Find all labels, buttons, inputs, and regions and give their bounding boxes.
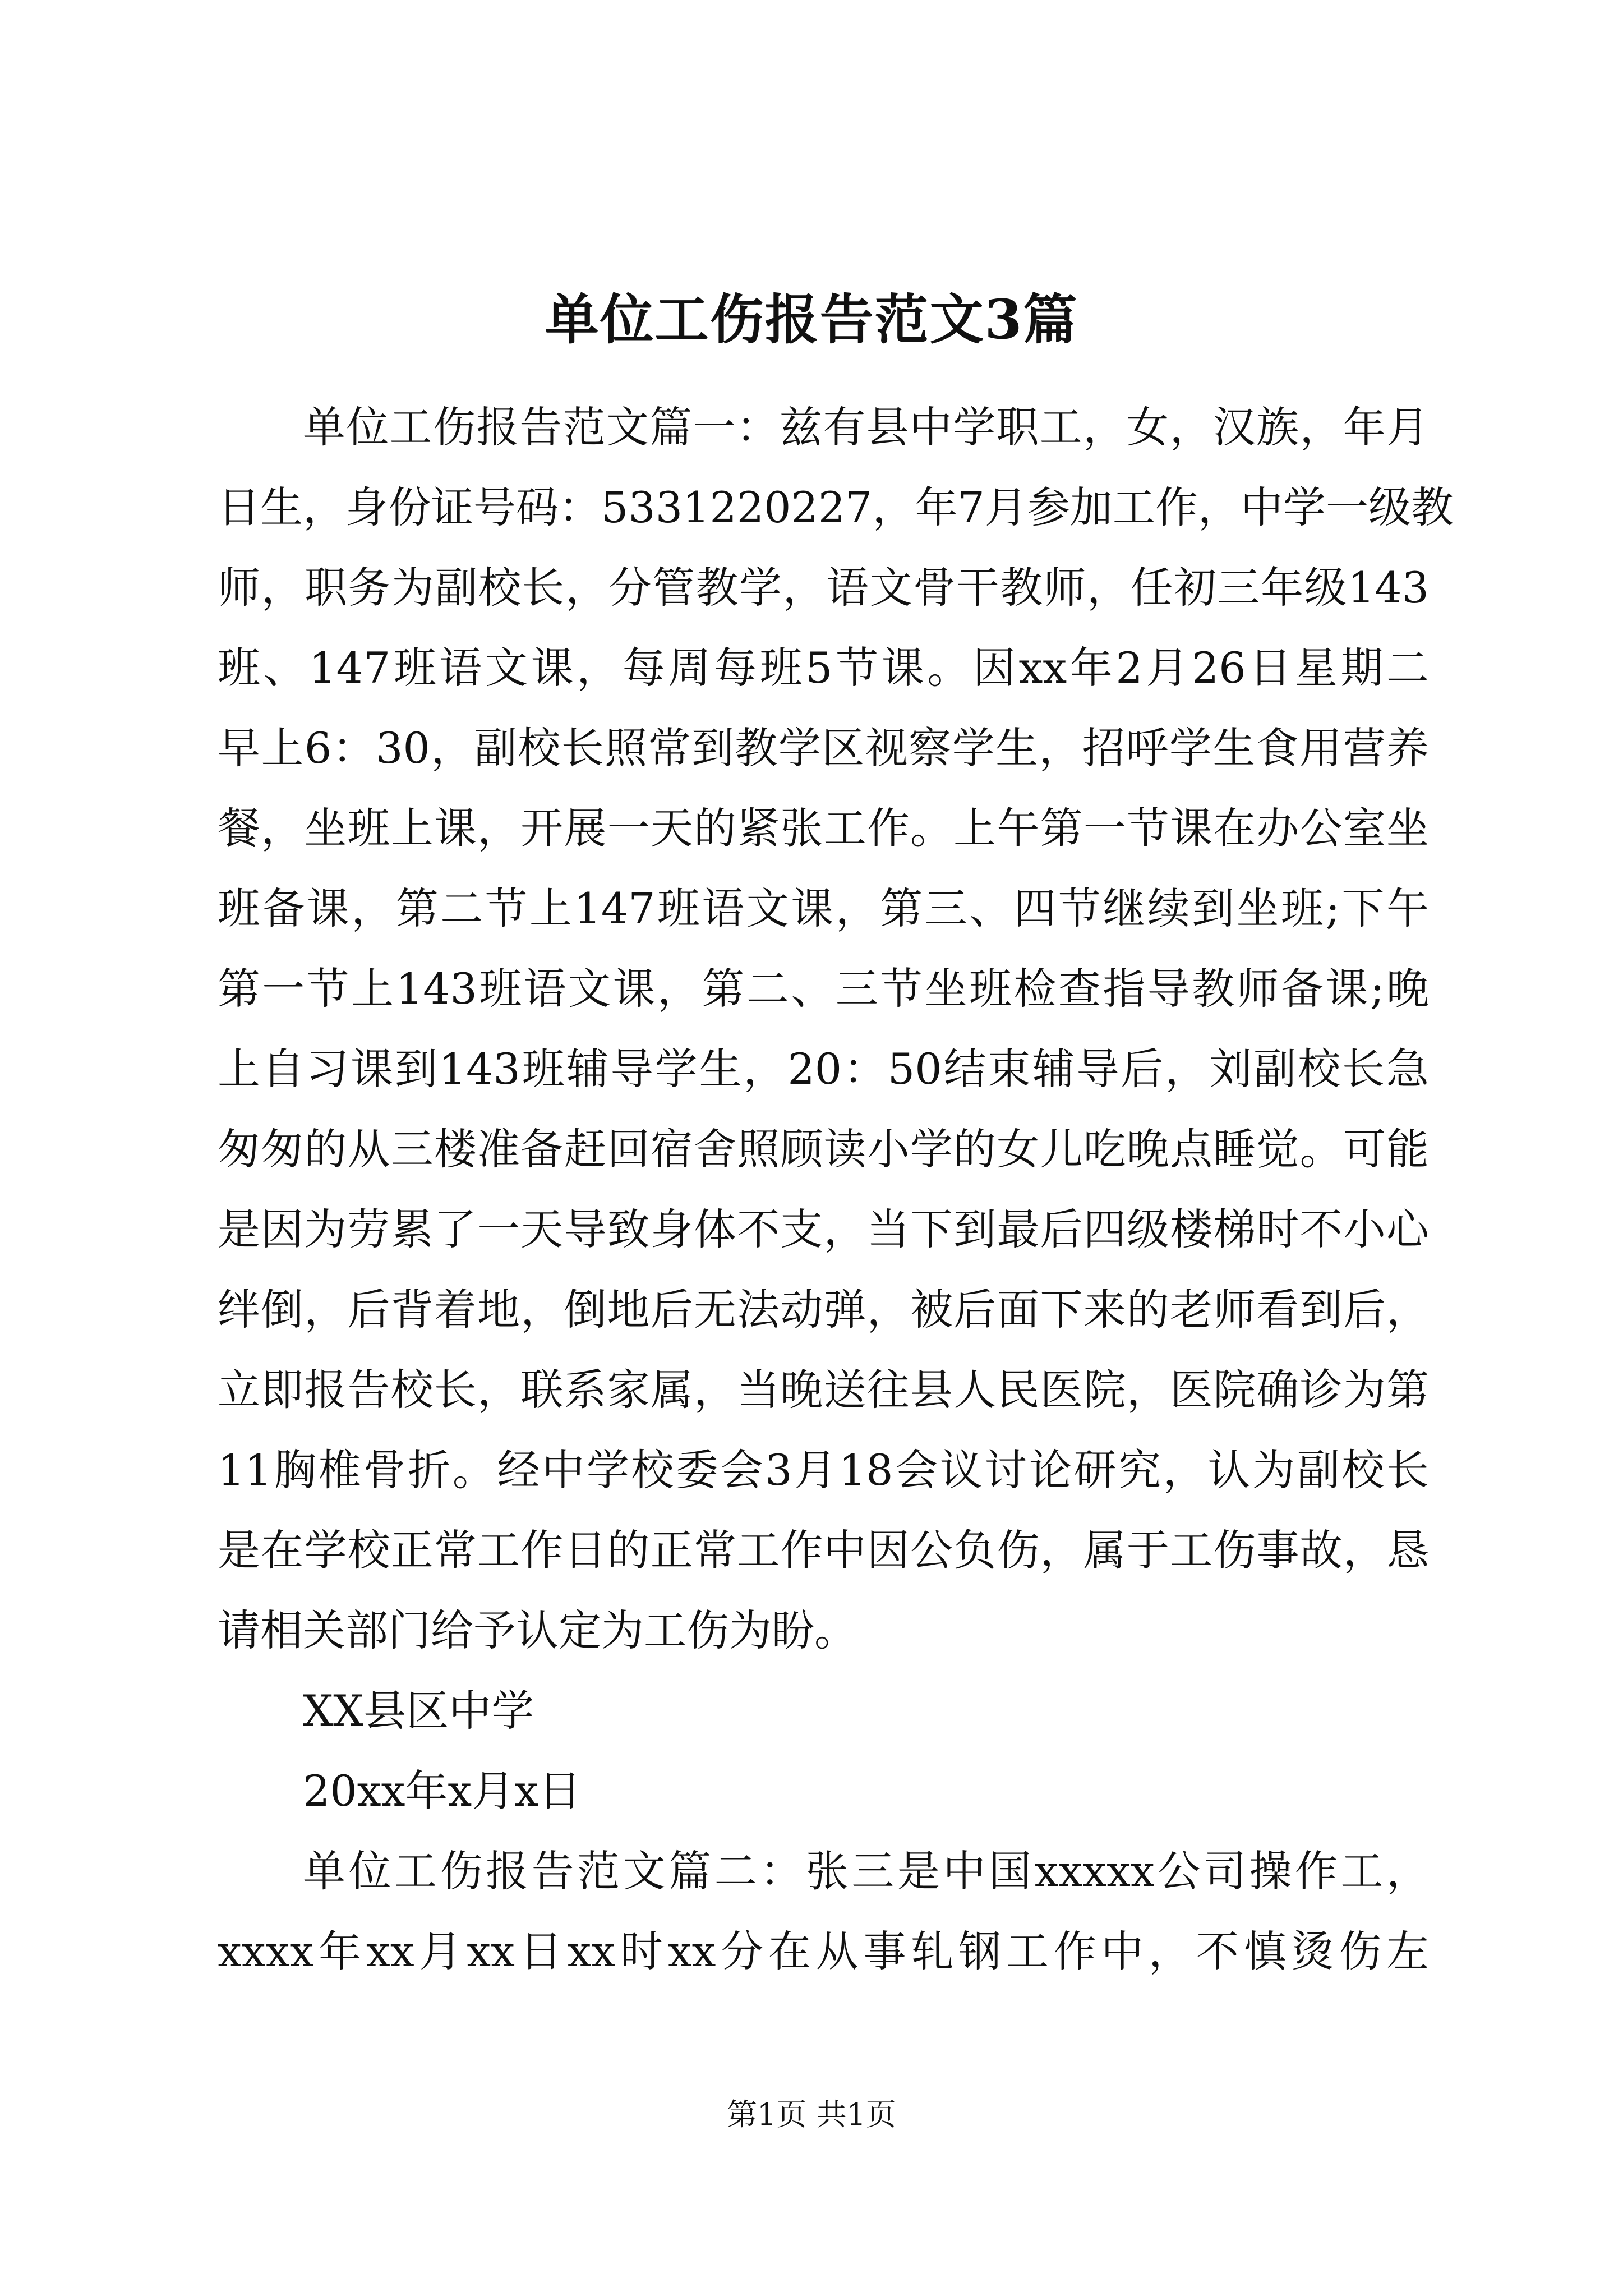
paragraph-line: 餐，坐班上课，开展一天的紧张工作。上午第一节课在办公室坐	[218, 803, 1429, 853]
paragraph-line: 日生，身份证号码：5331220227，年7月参加工作，中学一级教	[218, 482, 1454, 532]
paragraph-line: 第一节上143班语文课，第二、三节坐班检查指导教师备课;晚	[218, 964, 1429, 1014]
signature-organization: XX县区中学	[303, 1686, 534, 1736]
paragraph-line: 11胸椎骨折。经中学校委会3月18会议讨论研究，认为副校长	[218, 1445, 1429, 1495]
paragraph-line: 班、147班语文课，每周每班5节课。因xx年2月26日星期二	[218, 643, 1429, 693]
paragraph-line: 上自习课到143班辅导学生，20：50结束辅导后，刘副校长急	[218, 1044, 1429, 1094]
page-footer: 第1页 共1页	[727, 2097, 896, 2132]
paragraph-line: 班备课，第二节上147班语文课，第三、四节继续到坐班;下午	[218, 884, 1429, 933]
paragraph-line: 单位工伤报告范文篇一：兹有县中学职工，女，汉族，年月	[303, 402, 1429, 452]
paragraph-line: 绊倒，后背着地，倒地后无法动弹，被后面下来的老师看到后，	[218, 1285, 1429, 1335]
paragraph-line: 请相关部门给予认定为工伤为盼。	[218, 1605, 857, 1655]
document-body	[218, 387, 1454, 1991]
paragraph-1	[218, 387, 1454, 1671]
paragraph-line: 匆匆的从三楼准备赶回宿舍照顾读小学的女儿吃晚点睡觉。可能	[218, 1124, 1429, 1174]
paragraph-line: 是在学校正常工作日的正常工作中因公负伤，属于工伤事故，恳	[218, 1525, 1429, 1575]
document-title: 单位工伤报告范文3篇	[545, 288, 1078, 351]
paragraph-line: 早上6：30，副校长照常到教学区视察学生，招呼学生食用营养	[218, 723, 1429, 773]
paragraph-line: 立即报告校长，联系家属，当晚送往县人民医院，医院确诊为第	[218, 1365, 1429, 1415]
paragraph-2	[218, 1831, 1429, 1991]
paragraph-line: 师，职务为副校长，分管教学，语文骨干教师，任初三年级143	[218, 563, 1429, 613]
paragraph-line: 是因为劳累了一天导致身体不支，当下到最后四级楼梯时不小心	[218, 1204, 1429, 1254]
signature-date: 20xx年x月x日	[303, 1766, 582, 1816]
paragraph-line: xxxx年xx月xx日xx时xx分在从事轧钢工作中，不慎烫伤左	[218, 1926, 1429, 1976]
paragraph-line: 单位工伤报告范文篇二：张三是中国xxxxx公司操作工，	[303, 1846, 1429, 1896]
